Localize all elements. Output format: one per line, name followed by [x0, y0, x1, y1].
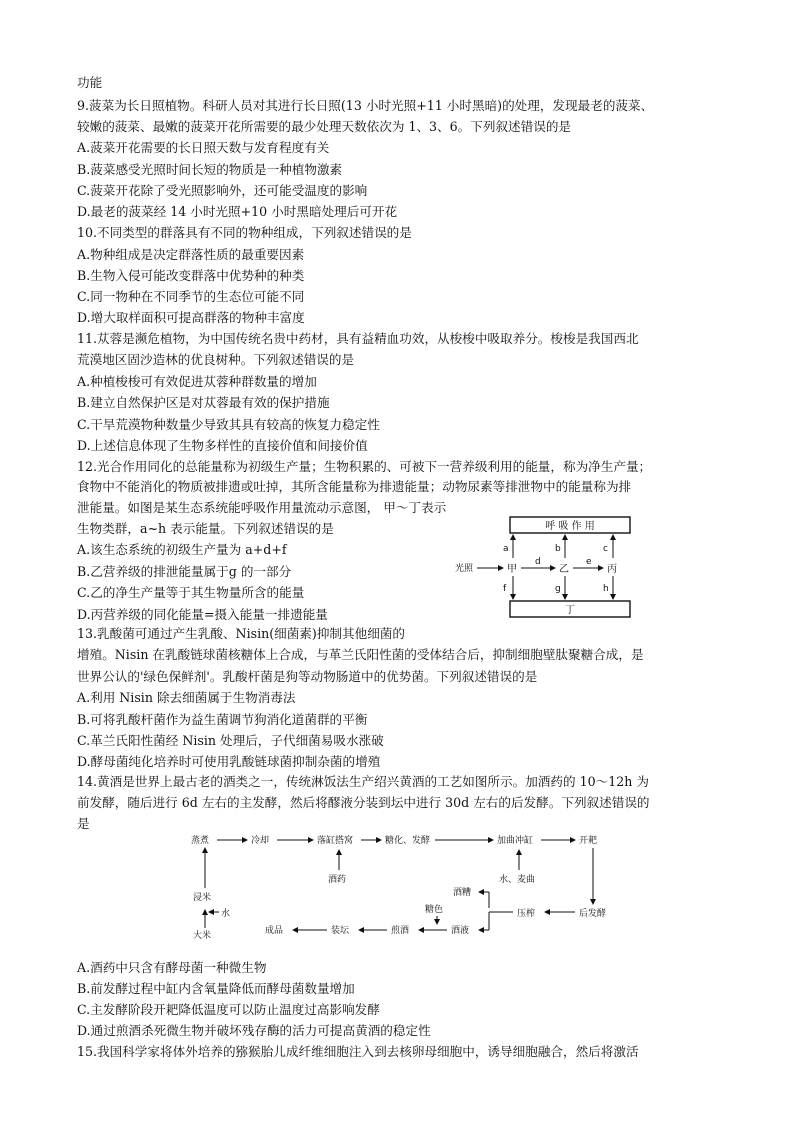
step-kaipa: 开耙 — [579, 836, 598, 846]
node-jia: 甲 — [507, 564, 517, 575]
text-line: C.干旱荒漠物种数量少导致其具有较高的恢复力稳定性 — [77, 417, 380, 432]
label-c: c — [603, 544, 608, 554]
text-line: 13.乳酸菌可通过产生乳酸、Nisin(细菌素)抑制其他细菌的 — [77, 626, 405, 641]
text-line: 前发酵，随后进行 6d 左右的主发酵，然后将醪液分装到坛中进行 30d 左右的后发酵。下列叙述错误的 — [77, 795, 650, 810]
text-line: C.革兰氏阳性菌经 Nisin 处理后，子代细菌易吸水涨破 — [77, 733, 384, 748]
aux-water: 水 — [221, 909, 231, 919]
label-f: f — [503, 584, 507, 594]
text-line: 较嫩的菠菜、最嫩的菠菜开花所需要的最少处理天数依次为 1、3、6。下列叙述错误的是 — [77, 119, 572, 134]
step-press: 压榨 — [517, 909, 536, 919]
label-e: e — [586, 557, 592, 567]
aux-caramel: 糖色 — [425, 905, 444, 915]
step-vat: 落缸搭窝 — [317, 836, 354, 846]
step-add-koji: 加曲冲缸 — [497, 836, 534, 846]
text-line: C.主发酵阶段开耙降低温度可以防止温度过高影响发酵 — [77, 1002, 380, 1017]
step-rice: 大米 — [193, 931, 212, 941]
aux-water-koji: 水、麦曲 — [499, 875, 536, 885]
text-line: B.乙营养级的排泄能量属于g 的一部分 — [77, 564, 292, 579]
step-cool: 冷却 — [251, 836, 270, 846]
aux-jiuyao: 酒药 — [328, 875, 347, 885]
light-label: 光照 — [455, 564, 474, 574]
text-line: 世界公认的'绿色保鲜剂'。乳酸杆菌是狗等动物肠道中的优势菌。下列叙述错误的是 — [77, 669, 538, 684]
text-line: D.最老的菠菜经 14 小时光照+10 小时黑暗处理后可开花 — [77, 204, 398, 219]
label-d: d — [535, 557, 541, 567]
step-jar: 装坛 — [331, 926, 350, 936]
text-line: 食物中不能消化的物质被排遗或吐掉，其所含能量称为排遗能量；动物尿素等排泄物中的能量称为排 — [77, 479, 632, 494]
text-line: D.丙营养级的同化能量=摄入能量一排遗能量 — [77, 607, 328, 622]
text-line: A.物种组成是决定群落性质的最重要因素 — [77, 247, 305, 262]
text-line: B.前发酵过程中缸内含氧量降低而酵母菌数量增加 — [77, 981, 355, 996]
text-line: 12.光合作用同化的总能量称为初级生产量；生物积累的、可被下一营养级利用的能量，称为净生产量； — [77, 459, 652, 474]
label-b: b — [555, 544, 561, 554]
label-g: g — [555, 584, 561, 594]
energy-flow-diagram — [455, 513, 635, 623]
text-line: A.种植梭梭可有效促进苁蓉种群数量的增加 — [77, 374, 317, 389]
text-line: D.上述信息体现了生物多样性的直接价值和间接价值 — [77, 438, 368, 453]
text-line: 14.黄酒是世界上最古老的酒类之一，传统淋饭法生产绍兴黄酒的工艺如图所示。加酒药的 10～12h 为 — [77, 774, 649, 789]
text-line: 生物类群，a~h 表示能量。下列叙述错误的是 — [77, 521, 334, 536]
text-line: C.乙的净生产量等于其生物量所含的能量 — [77, 585, 305, 600]
step-post-ferment: 后发酵 — [579, 909, 607, 919]
text-line: 增殖。Nisin 在乳酸链球菌核糖体上合成，与革兰氏阳性菌的受体结合后，抑制细胞壁肽聚糖合成，是 — [77, 647, 644, 662]
text-line: 荒漠地区固沙造林的优良树种。下列叙述错误的是 — [77, 352, 355, 367]
text-line: C.菠菜开花除了受光照影响外，还可能受温度的影响 — [77, 183, 368, 198]
text-line: 是 — [77, 816, 90, 831]
step-wine-liquid: 酒液 — [451, 926, 470, 936]
text-line: 15.我国科学家将体外培养的猕猴胎儿成纤维细胞注入到去核卵母细胞中，诱导细胞融合，然后将激活 — [77, 1044, 639, 1059]
ding-box-label: 丁 — [565, 605, 575, 616]
text-line: D.增大取样面积可提高群落的物种丰富度 — [77, 310, 305, 325]
aux-lees: 酒糟 — [453, 888, 472, 898]
step-steam: 蒸煮 — [191, 836, 210, 846]
text-line: B.菠菜感受光照时间长短的物质是一种植物激素 — [77, 162, 343, 177]
node-yi: 乙 — [559, 564, 569, 575]
respiration-box-label: 呼 吸 作 用 — [545, 521, 595, 532]
text-line: 9.菠菜为长日照植物。科研人员对其进行长日照(13 小时光照+11 小时黑暗)的处理，发现最老的菠菜、 — [77, 98, 654, 113]
step-saccharify: 糖化、发酵 — [385, 836, 431, 846]
label-h: h — [603, 584, 609, 594]
label-a: a — [503, 544, 509, 554]
text-line: A.该生态系统的初级生产量为 a+d+f — [77, 542, 287, 557]
wine-process-diagram — [183, 826, 623, 946]
text-line: 11.苁蓉是濒危植物，为中国传统名贵中药材，具有益精血功效，从梭梭中吸取养分。梭梭是我国西北 — [77, 331, 639, 346]
text-line: 功能 — [77, 75, 103, 90]
text-line: D.通过煎酒杀死微生物并破坏残存酶的活力可提高黄酒的稳定性 — [77, 1023, 431, 1038]
text-line: A.酒药中只含有酵母菌一种微生物 — [77, 960, 267, 975]
text-line: 10.不同类型的群落具有不同的物种组成，下列叙述错误的是 — [77, 225, 412, 240]
text-line: B.生物入侵可能改变群落中优势种的种类 — [77, 268, 305, 283]
step-soak: 浸米 — [193, 893, 212, 903]
step-product: 成品 — [265, 926, 284, 936]
text-line: B.可将乳酸杆菌作为益生菌调节狗消化道菌群的平衡 — [77, 712, 368, 727]
text-line: A.菠菜开花需要的长日照天数与发育程度有关 — [77, 140, 330, 155]
node-bing: 丙 — [607, 564, 617, 575]
step-boil: 煎酒 — [391, 926, 410, 936]
text-line: C.同一物种在不同季节的生态位可能不同 — [77, 289, 305, 304]
text-line: D.酵母菌纯化培养时可使用乳酸链球菌抑制杂菌的增殖 — [77, 754, 381, 769]
text-line: A.利用 Nisin 除去细菌属于生物消毒法 — [77, 690, 296, 705]
text-line: B.建立自然保护区是对苁蓉最有效的保护措施 — [77, 395, 330, 410]
text-line: 泄能量。如图是某生态系统能呼吸作用量流动示意图， 甲～丁表示 — [77, 500, 447, 515]
